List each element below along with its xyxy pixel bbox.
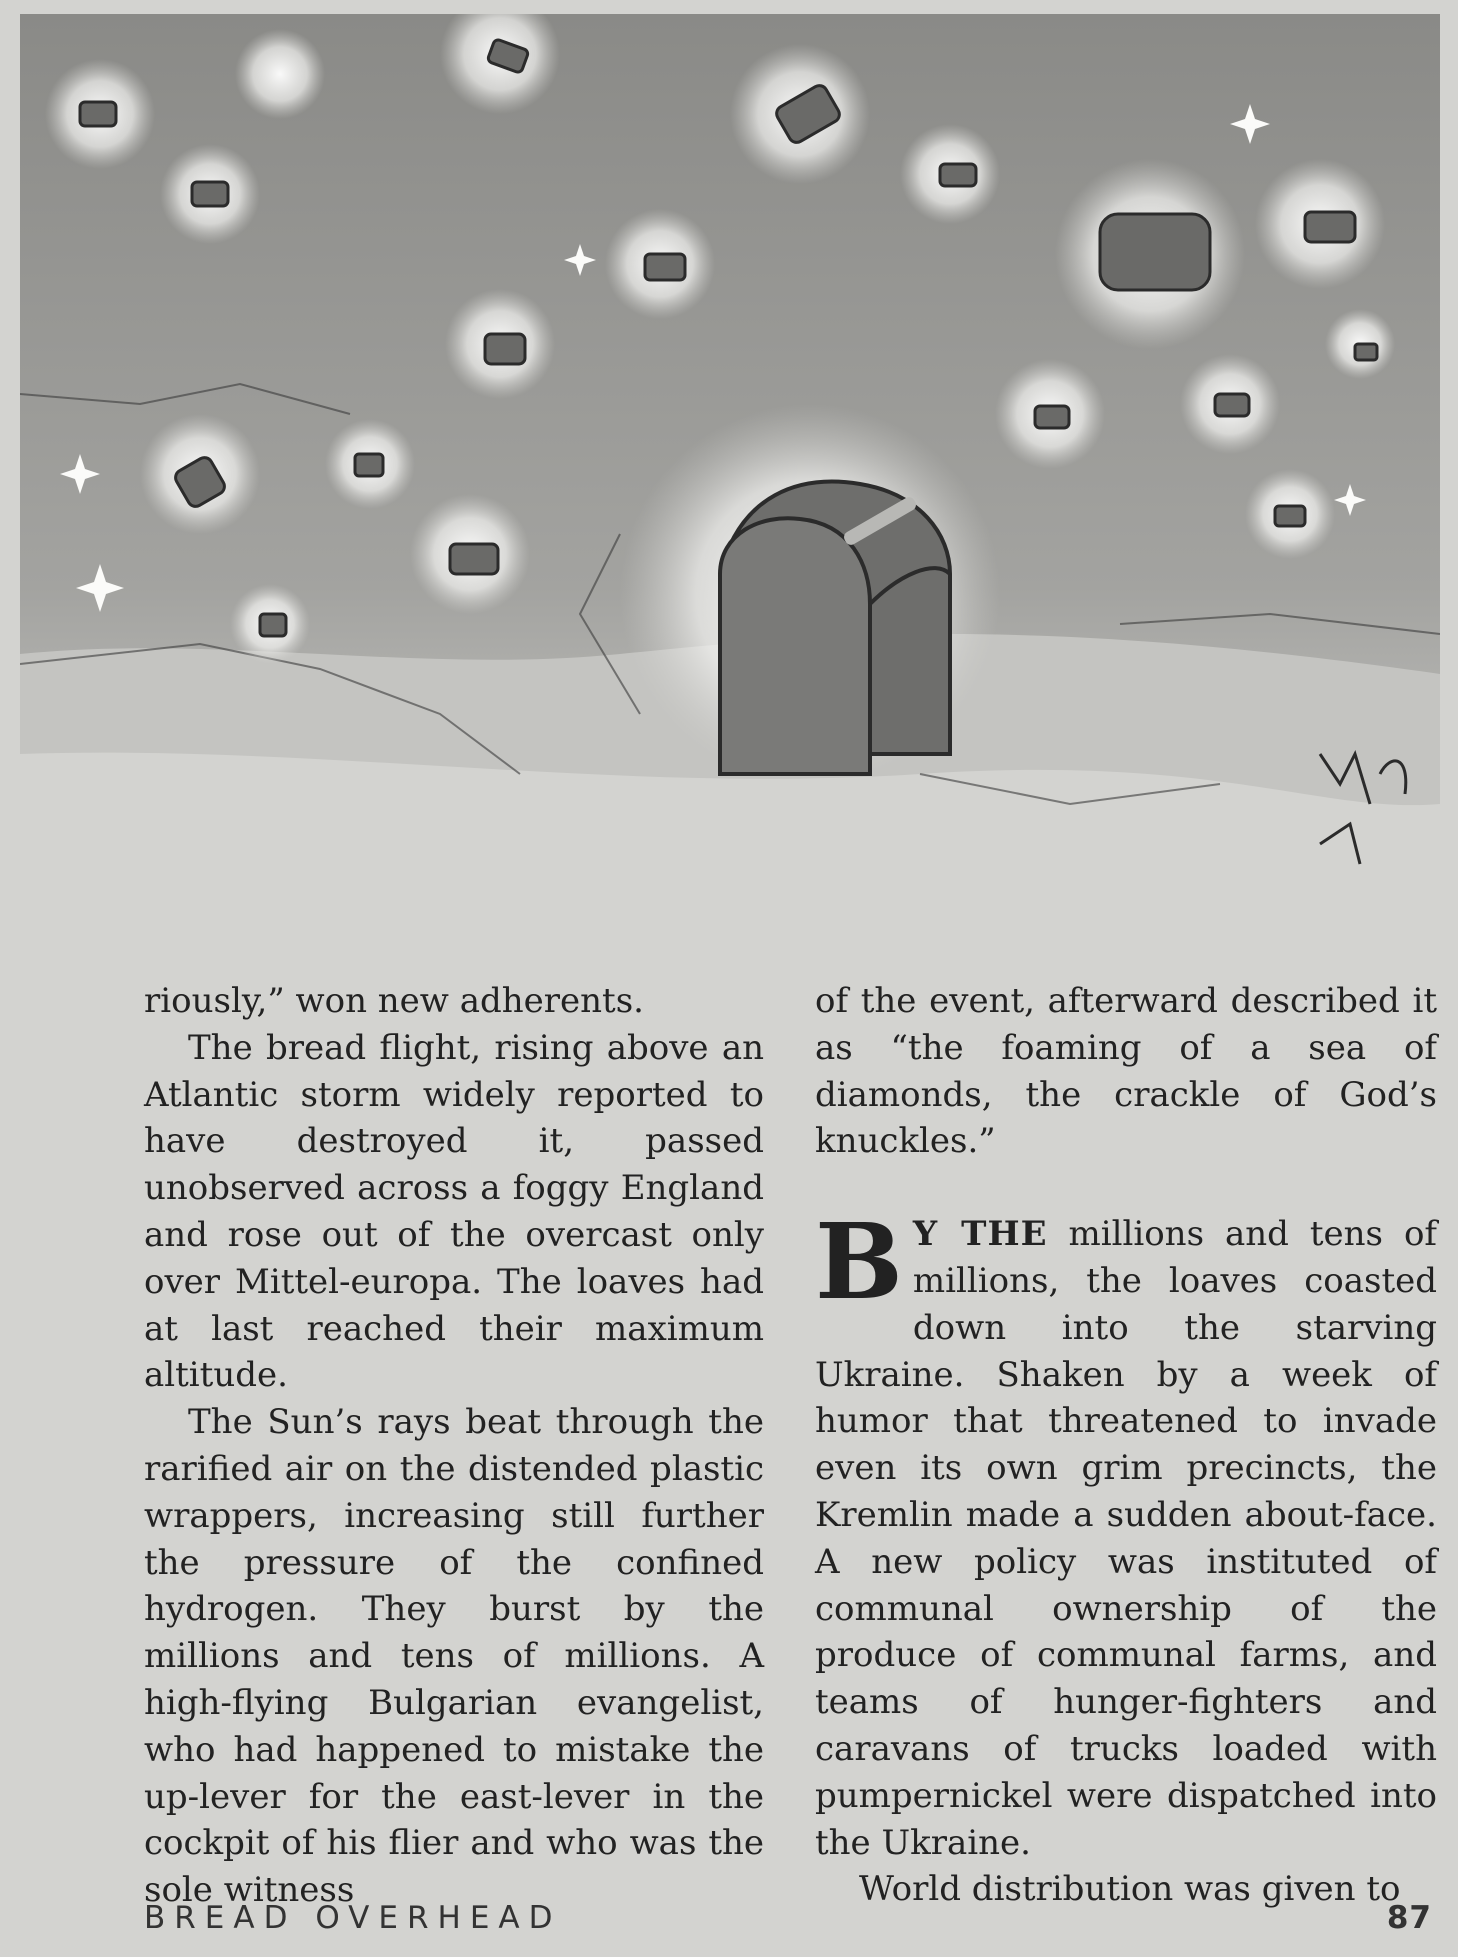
- running-title: BREAD OVERHEAD: [144, 1900, 562, 1936]
- small-caps-lead: Y THE: [912, 1214, 1048, 1255]
- page-number: 87: [1386, 1900, 1432, 1936]
- right-column: [815, 978, 1437, 1913]
- right-paragraph-1: of the event, afterward described it as “the foaming of a sea of diamonds, the crackle of God’s knuckles.”: [815, 981, 1437, 1162]
- left-paragraph-3: The Sun’s rays beat through the rarified air on the distended plastic wrappers, increasing still further the pressure of the confined hydrogen. They burst by the millions and tens of millions. A high-flying Bulgarian evangelist, who had happened to mistake the up-lever for the east-lever in the cockpit of his flier and who was the sole witness: [144, 1402, 764, 1911]
- bread-loaves-bursting-icon: [20, 14, 1440, 874]
- left-column: [144, 978, 764, 1914]
- right-paragraph-3: World distribution was given to: [859, 1869, 1401, 1910]
- right-paragraph-2-text: millions and tens of millions, the loaves coasted down into the starving Ukraine. Shaken by a week of humor that threatened to invade even its own grim precincts, the Kremlin made a sudden about-face. A new policy was instituted of communal ownership of the produce of communal farms, and teams of hunger-fighters and caravans of trucks loaded with pumpernickel were dispatched into the Ukraine.: [815, 1214, 1438, 1863]
- left-paragraph-2: The bread flight, rising above an Atlantic storm widely reported to have destroyed it, passed unobserved across a foggy England and rose out of the overcast only over Mittel-europa. The loaves had at last reached their maximum altitude.: [144, 1027, 764, 1396]
- left-paragraph-1: riously,” won new adherents.: [144, 981, 644, 1021]
- right-paragraph-2: [815, 1200, 1438, 1866]
- page-footer: [144, 1900, 1438, 1936]
- drop-cap: B: [815, 1200, 903, 1324]
- bread-burst-illustration: [20, 14, 1440, 874]
